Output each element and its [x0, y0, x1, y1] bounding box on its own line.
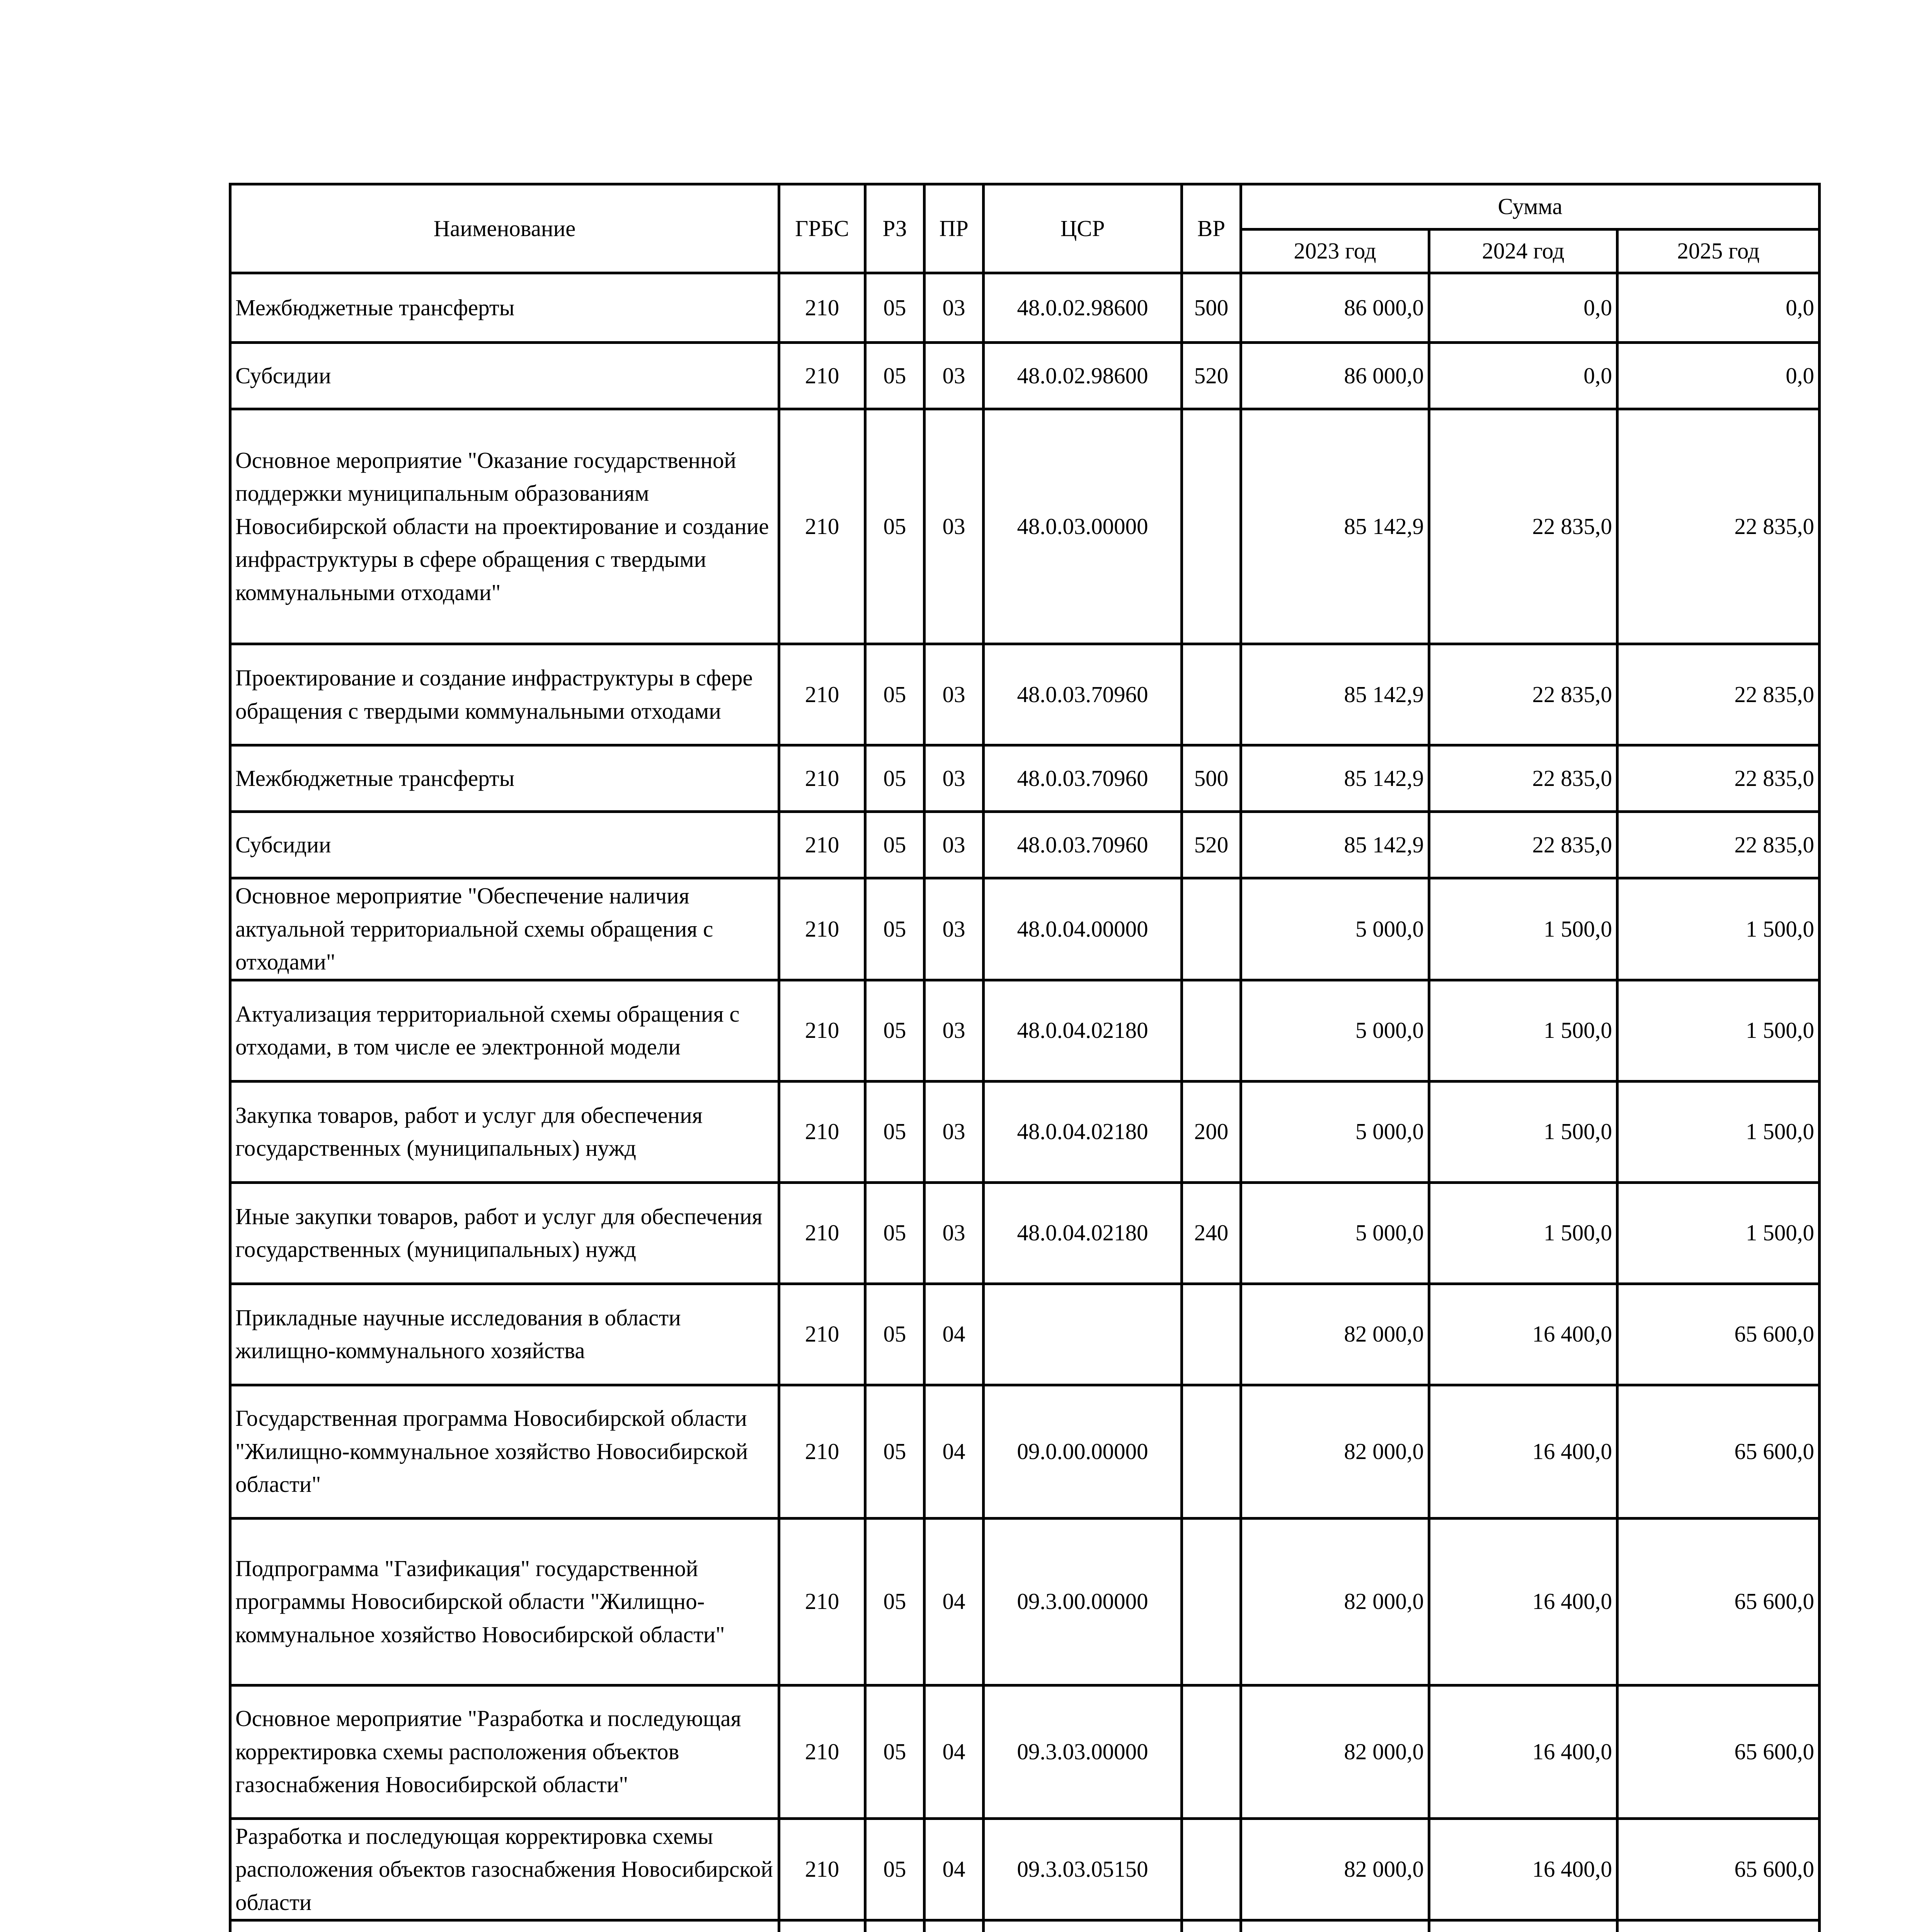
cell-pr: 04: [924, 1284, 984, 1385]
cell-grbs: 210: [779, 1182, 865, 1284]
cell-pr: 03: [924, 644, 984, 745]
cell-name: Основное мероприятие "Оказание государственной поддержки муниципальным образованиям Новосибирской области на проектирование и создание инфраструктуры в сфере обращения с твердыми коммунальными отходами": [230, 409, 779, 644]
cell-y2025: 1 500,0: [1617, 878, 1820, 980]
cell-grbs: 210: [779, 1284, 865, 1385]
col-header-2025: 2025 год: [1617, 230, 1820, 273]
cell-y2023: 5 000,0: [1241, 1081, 1429, 1182]
cell-grbs: 210: [779, 273, 865, 343]
cell-pr: 03: [924, 745, 984, 812]
cell-grbs: 210: [779, 409, 865, 644]
cell-csr: 09.0.00.00000: [984, 1385, 1182, 1518]
col-header-name: Наименование: [230, 184, 779, 273]
cell-y2025: 22 835,0: [1617, 812, 1820, 878]
col-header-pr: ПР: [924, 184, 984, 273]
cell-y2025: 0,0: [1617, 343, 1820, 409]
col-header-vr: ВР: [1182, 184, 1241, 273]
cell-pr: [924, 1920, 984, 1932]
cell-vr: [1182, 1284, 1241, 1385]
cell-csr: 48.0.03.70960: [984, 745, 1182, 812]
table-row: [230, 980, 1820, 1081]
cell-y2024: 1 500,0: [1429, 980, 1617, 1081]
cell-y2023: 82 000,0: [1241, 1685, 1429, 1818]
col-header-sum: Сумма: [1241, 184, 1820, 230]
table-row: [230, 1920, 1820, 1932]
cell-y2024: 16 400,0: [1429, 1385, 1617, 1518]
col-header-grbs: ГРБС: [779, 184, 865, 273]
cell-name: Разработка и последующая корректировка схемы расположения объектов газоснабжения Новосибирской области: [230, 1818, 779, 1920]
table-row: [230, 1182, 1820, 1284]
budget-table: [229, 183, 1821, 1932]
cell-grbs: 210: [779, 812, 865, 878]
cell-pr: 03: [924, 343, 984, 409]
cell-csr: 48.0.04.02180: [984, 1081, 1182, 1182]
cell-grbs: 210: [779, 980, 865, 1081]
cell-y2024: 16 400,0: [1429, 1818, 1617, 1920]
table-row: [230, 1385, 1820, 1518]
cell-vr: 200: [1182, 1081, 1241, 1182]
cell-name: Подпрограмма "Газификация" государственной программы Новосибирской области "Жилищно-коммунальное хозяйство Новосибирской области": [230, 1518, 779, 1685]
cell-rz: 05: [865, 1182, 924, 1284]
cell-y2024: 16 400,0: [1429, 1518, 1617, 1685]
cell-csr: [984, 1920, 1182, 1932]
table-row: [230, 273, 1820, 343]
cell-vr: 240: [1182, 1182, 1241, 1284]
cell-name: [230, 1920, 779, 1932]
cell-y2025: 65 600,0: [1617, 1818, 1820, 1920]
cell-pr: 03: [924, 409, 984, 644]
cell-rz: 05: [865, 1385, 924, 1518]
cell-y2025: 1 500,0: [1617, 980, 1820, 1081]
cell-name: Государственная программа Новосибирской области "Жилищно-коммунальное хозяйство Новосибирской области": [230, 1385, 779, 1518]
table-row: [230, 878, 1820, 980]
cell-vr: 500: [1182, 273, 1241, 343]
table-row: [230, 1518, 1820, 1685]
cell-rz: 05: [865, 409, 924, 644]
cell-y2025: 1 500,0: [1617, 1081, 1820, 1182]
cell-pr: 04: [924, 1518, 984, 1685]
cell-grbs: [779, 1920, 865, 1932]
cell-csr: 48.0.02.98600: [984, 273, 1182, 343]
cell-vr: [1182, 980, 1241, 1081]
cell-rz: 05: [865, 980, 924, 1081]
cell-csr: [984, 1284, 1182, 1385]
cell-vr: [1182, 1685, 1241, 1818]
cell-y2024: 1 500,0: [1429, 878, 1617, 980]
cell-grbs: 210: [779, 1518, 865, 1685]
cell-y2024: 16 400,0: [1429, 1685, 1617, 1818]
table-row: [230, 343, 1820, 409]
cell-csr: 48.0.04.02180: [984, 1182, 1182, 1284]
cell-pr: 03: [924, 273, 984, 343]
cell-y2025: 65 600,0: [1617, 1685, 1820, 1818]
cell-csr: 09.3.00.00000: [984, 1518, 1182, 1685]
cell-y2023: 82 000,0: [1241, 1385, 1429, 1518]
cell-y2025: 22 835,0: [1617, 745, 1820, 812]
cell-name: Межбюджетные трансферты: [230, 273, 779, 343]
cell-y2023: 82 000,0: [1241, 1818, 1429, 1920]
cell-rz: 05: [865, 343, 924, 409]
cell-pr: 03: [924, 878, 984, 980]
cell-grbs: 210: [779, 745, 865, 812]
cell-y2023: 5 000,0: [1241, 980, 1429, 1081]
cell-vr: [1182, 1518, 1241, 1685]
cell-y2024: 22 835,0: [1429, 644, 1617, 745]
cell-pr: 04: [924, 1685, 984, 1818]
cell-y2023: [1241, 1920, 1429, 1932]
cell-y2025: 0,0: [1617, 273, 1820, 343]
cell-vr: [1182, 409, 1241, 644]
table-row: [230, 812, 1820, 878]
cell-name: Проектирование и создание инфраструктуры в сфере обращения с твердыми коммунальными отходами: [230, 644, 779, 745]
cell-csr: 48.0.03.00000: [984, 409, 1182, 644]
cell-y2024: 1 500,0: [1429, 1081, 1617, 1182]
cell-vr: 520: [1182, 343, 1241, 409]
table-header: [230, 184, 1820, 273]
cell-y2024: 22 835,0: [1429, 812, 1617, 878]
cell-csr: 48.0.04.00000: [984, 878, 1182, 980]
cell-grbs: 210: [779, 1385, 865, 1518]
cell-vr: [1182, 878, 1241, 980]
cell-grbs: 210: [779, 1081, 865, 1182]
cell-grbs: 210: [779, 343, 865, 409]
cell-y2023: 82 000,0: [1241, 1518, 1429, 1685]
cell-vr: [1182, 644, 1241, 745]
cell-y2025: 1 500,0: [1617, 1182, 1820, 1284]
cell-name: Субсидии: [230, 812, 779, 878]
cell-rz: 05: [865, 273, 924, 343]
cell-csr: 48.0.03.70960: [984, 812, 1182, 878]
cell-y2023: 85 142,9: [1241, 644, 1429, 745]
cell-name: Закупка товаров, работ и услуг для обеспечения государственных (муниципальных) нужд: [230, 1081, 779, 1182]
col-header-2024: 2024 год: [1429, 230, 1617, 273]
cell-name: Основное мероприятие "Разработка и последующая корректировка схемы расположения объектов газоснабжения Новосибирской области": [230, 1685, 779, 1818]
cell-vr: [1182, 1818, 1241, 1920]
cell-csr: 09.3.03.00000: [984, 1685, 1182, 1818]
cell-y2025: 65 600,0: [1617, 1284, 1820, 1385]
col-header-csr: ЦСР: [984, 184, 1182, 273]
cell-rz: 05: [865, 1818, 924, 1920]
table-row: [230, 409, 1820, 644]
cell-y2023: 86 000,0: [1241, 273, 1429, 343]
cell-y2024: 1 500,0: [1429, 1182, 1617, 1284]
cell-y2024: 22 835,0: [1429, 745, 1617, 812]
cell-pr: 03: [924, 812, 984, 878]
cell-y2024: 22 835,0: [1429, 409, 1617, 644]
cell-rz: 05: [865, 1518, 924, 1685]
cell-y2024: 16 400,0: [1429, 1284, 1617, 1385]
cell-y2025: 22 835,0: [1617, 409, 1820, 644]
cell-name: Прикладные научные исследования в области жилищно-коммунального хозяйства: [230, 1284, 779, 1385]
cell-y2023: 82 000,0: [1241, 1284, 1429, 1385]
table-row: [230, 1685, 1820, 1818]
cell-rz: 05: [865, 644, 924, 745]
cell-pr: 03: [924, 1081, 984, 1182]
cell-grbs: 210: [779, 1818, 865, 1920]
cell-name: Актуализация территориальной схемы обращения с отходами, в том числе ее электронной модели: [230, 980, 779, 1081]
cell-grbs: 210: [779, 878, 865, 980]
cell-rz: 05: [865, 1081, 924, 1182]
cell-vr: 500: [1182, 745, 1241, 812]
col-header-rz: РЗ: [865, 184, 924, 273]
cell-y2023: 85 142,9: [1241, 745, 1429, 812]
cell-rz: 05: [865, 1284, 924, 1385]
cell-csr: 48.0.04.02180: [984, 980, 1182, 1081]
cell-y2024: 0,0: [1429, 343, 1617, 409]
cell-grbs: 210: [779, 644, 865, 745]
cell-name: Иные закупки товаров, работ и услуг для обеспечения государственных (муниципальных) нужд: [230, 1182, 779, 1284]
table-row: [230, 1818, 1820, 1920]
cell-y2023: 5 000,0: [1241, 1182, 1429, 1284]
cell-rz: 05: [865, 812, 924, 878]
col-header-2023: 2023 год: [1241, 230, 1429, 273]
cell-pr: 03: [924, 1182, 984, 1284]
cell-grbs: 210: [779, 1685, 865, 1818]
cell-rz: [865, 1920, 924, 1932]
cell-y2025: 65 600,0: [1617, 1518, 1820, 1685]
cell-y2025: [1617, 1920, 1820, 1932]
table-body: [230, 273, 1820, 1932]
cell-y2024: 0,0: [1429, 273, 1617, 343]
cell-vr: 520: [1182, 812, 1241, 878]
cell-rz: 05: [865, 1685, 924, 1818]
cell-y2025: 65 600,0: [1617, 1385, 1820, 1518]
cell-y2023: 86 000,0: [1241, 343, 1429, 409]
cell-rz: 05: [865, 745, 924, 812]
cell-y2023: 85 142,9: [1241, 812, 1429, 878]
cell-csr: 48.0.02.98600: [984, 343, 1182, 409]
cell-vr: [1182, 1920, 1241, 1932]
table-row: [230, 1081, 1820, 1182]
cell-y2024: [1429, 1920, 1617, 1932]
cell-pr: 04: [924, 1385, 984, 1518]
table-row: [230, 1284, 1820, 1385]
cell-name: Субсидии: [230, 343, 779, 409]
cell-y2025: 22 835,0: [1617, 644, 1820, 745]
cell-csr: 48.0.03.70960: [984, 644, 1182, 745]
cell-pr: 04: [924, 1818, 984, 1920]
table-row: [230, 745, 1820, 812]
cell-name: Межбюджетные трансферты: [230, 745, 779, 812]
cell-name: Основное мероприятие "Обеспечение наличия актуальной территориальной схемы обращения с отходами": [230, 878, 779, 980]
cell-csr: 09.3.03.05150: [984, 1818, 1182, 1920]
cell-y2023: 85 142,9: [1241, 409, 1429, 644]
cell-y2023: 5 000,0: [1241, 878, 1429, 980]
table-row: [230, 644, 1820, 745]
cell-pr: 03: [924, 980, 984, 1081]
cell-vr: [1182, 1385, 1241, 1518]
cell-rz: 05: [865, 878, 924, 980]
